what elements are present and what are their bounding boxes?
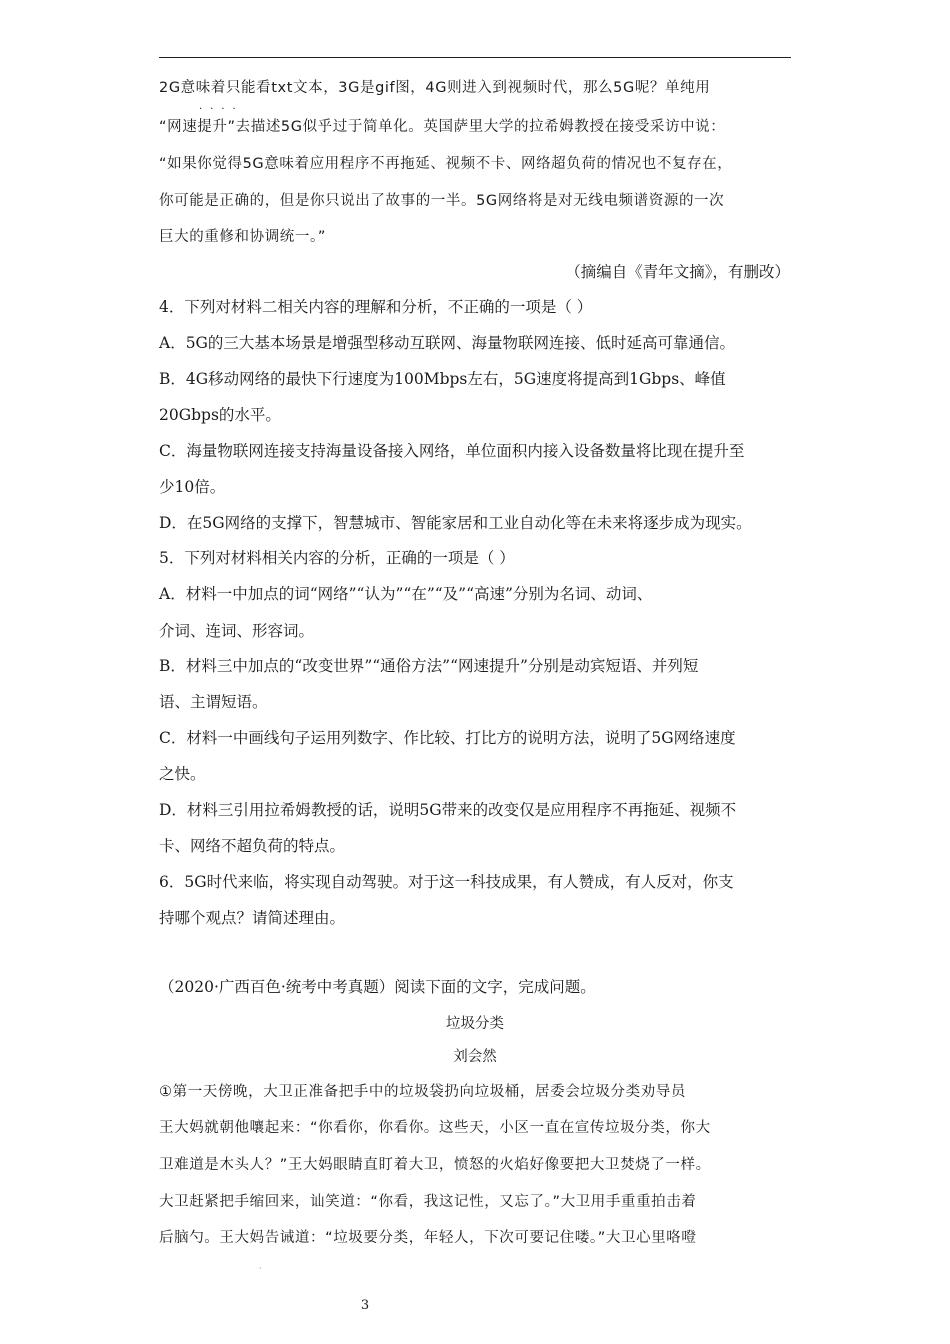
question-4-option-a: A．5G的三大基本场景是增强型移动互联网、海量物联网连接、低时延高可靠通信。 [159,334,735,352]
question-5: 5．下列对材料相关内容的分析，正确的一项是（ ） [159,549,515,567]
story-line-5: 后脑勺。王大妈告诫道：“垃圾要分类，年轻人，下次可要记住喽。”大卫心里咯噔 [159,1230,697,1246]
passage-intro: （2020·广西百色·统考中考真题）阅读下面的文字，完成问题。 [159,978,596,996]
question-6-cont: 持哪个观点？请简述理由。 [159,909,346,927]
header-rule [159,57,791,58]
passage-line-2: “网速提升”去描述5G似乎过于简单化。英国萨里大学的拉希姆教授在接受采访中说： [159,119,726,135]
question-4-option-c: C．海量物联网连接支持海量设备接入网络，单位面积内接入设备数量将比现在提升至 [159,442,745,460]
question-4-option-c-cont: 少10倍。 [159,478,226,496]
question-5-option-d: D．材料三引用拉希姆教授的话，说明5G带来的改变仅是应用程序不再拖延、视频不 [159,801,737,819]
passage-line-4: 你可能是正确的，但是你只说出了故事的一半。5G网络将是对无线电频谱资源的一次 [159,193,725,209]
question-5-option-b: B．材料三中加点的“改变世界”“通俗方法”“网速提升”分别是动宾短语、并列短 [159,657,699,675]
source-citation: （摘编自《青年文摘》，有删改） [565,263,790,281]
question-5-option-c: C．材料一中画线句子运用列数字、作比较、打比方的说明方法，说明了5G网络速度 [159,729,736,747]
question-5-option-b-cont: 语、主谓短语。 [159,693,268,711]
story-line-3: 卫难道是木头人？”王大妈眼睛直盯着大卫，愤怒的火焰好像要把大卫焚烧了一样。 [159,1157,711,1173]
question-4: 4．下列对材料二相关内容的理解和分析，不正确的一项是（ ） [159,298,593,316]
question-4-option-b: B．4G移动网络的最快下行速度为100Mbps左右，5G速度将提高到1Gbps、峰值 [159,370,726,388]
story-line-2: 王大妈就朝他嚷起来：“你看你，你看你。这些天，小区一直在宣传垃圾分类，你大 [159,1120,711,1136]
emphasis-dots: ···· [199,104,244,115]
story-title: 垃圾分类 [446,1016,504,1032]
question-6: 6．5G时代来临，将实现自动驾驶。对于这一科技成果，有人赞成，有人反对，你支 [159,873,734,891]
question-4-option-d: D．在5G网络的支撑下，智慧城市、智能家居和工业自动化等在未来将逐步成为现实。 [159,514,752,532]
question-5-option-d-cont: 卡、网络不超负荷的特点。 [159,837,346,855]
passage-line-3: “如果你觉得5G意味着应用程序不再拖延、视频不卡、网络超负荷的情况也不复存在， [159,156,733,172]
story-line-4: 大卫赶紧把手缩回来，讪笑道：“你看，我这记性，又忘了。”大卫用手重重拍击着 [159,1194,697,1210]
question-5-option-c-cont: 之快。 [159,765,206,783]
question-5-option-a-cont: 介词、连词、形容词。 [159,622,315,640]
question-5-option-a: A．材料一中加点的词“网络”“认为”“在”“及”“高速”分别为名词、动词、 [159,585,653,603]
story-line-1: ①第一天傍晚，大卫正准备把手中的垃圾袋扔向垃圾桶，居委会垃圾分类劝导员 [159,1084,686,1100]
page-number: 3 [360,1298,370,1313]
passage-line-1: 2G意味着只能看txt文本，3G是gif图，4G则进入到视频时代，那么5G呢？单纯用 [159,80,711,96]
story-author: 刘会然 [453,1049,497,1065]
passage-line-5: 巨大的重修和协调统一。” [159,229,326,245]
question-4-option-b-cont: 20Gbps的水平。 [159,406,281,424]
stray-mark: · [259,1264,262,1273]
